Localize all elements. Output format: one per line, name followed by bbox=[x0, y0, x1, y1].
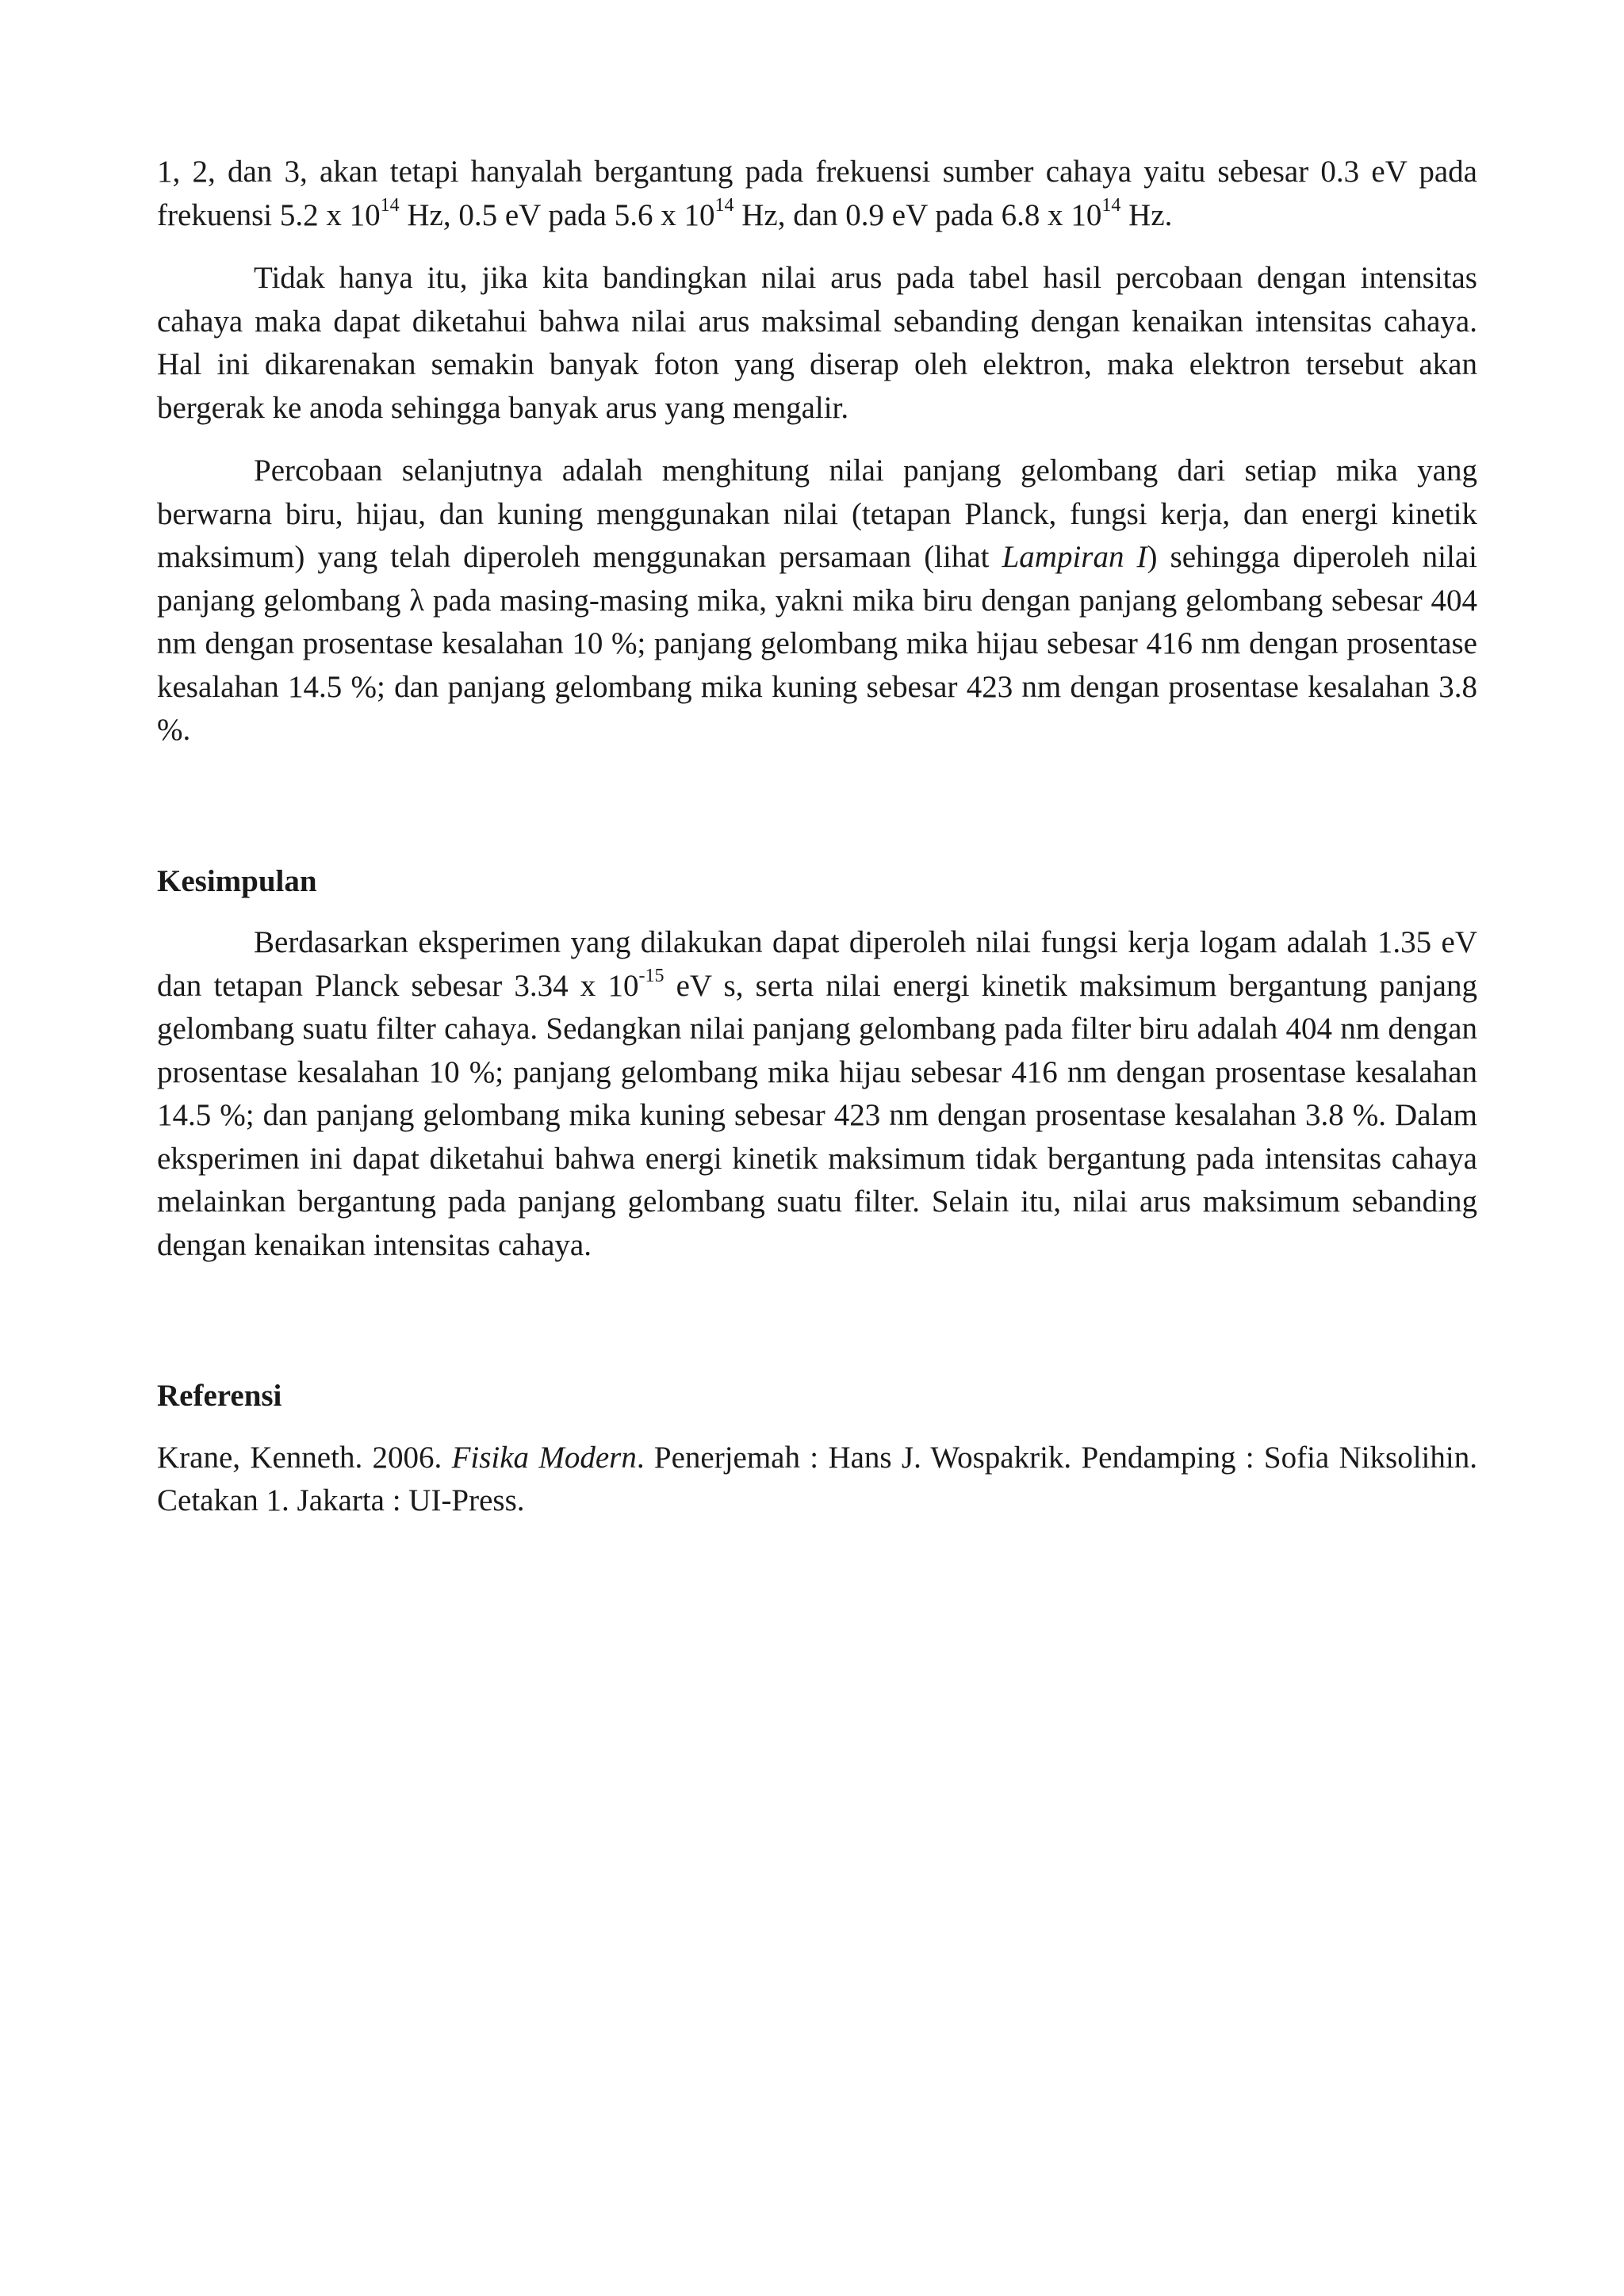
reference-entry bbox=[157, 1437, 1477, 1523]
paragraph-current-intensity: Tidak hanya itu, jika kita bandingkan nilai arus pada tabel hasil percobaan dengan intensitas cahaya maka dapat diketahui bahwa nilai arus maksimal sebanding dengan kenaikan intensitas cahaya. Hal ini dikarenakan semakin banyak foton yang diserap oleh elektron, maka elektron tersebut akan bergerak ke anoda sehingga banyak arus yang mengalir. bbox=[157, 261, 1477, 425]
text-run: Hz, dan 0.9 eV pada 6.8 x 10 bbox=[733, 197, 1102, 232]
text-run: 1, 2, dan 3, akan tetapi hanyalah bergantung pada frekuensi sumber cahaya yaitu sebesar 0.3 eV pada frekuensi 5.2 x 10 bbox=[157, 155, 1477, 232]
superscript: 14 bbox=[380, 194, 400, 216]
superscript: -15 bbox=[638, 965, 665, 986]
text-run: eV s, serta nilai energi kinetik maksimum bergantung panjang gelombang suatu filter cahaya. Sedangkan nilai panjang gelombang pada filter biru adalah 404 nm dengan prosentase kesalahan 10 %; panjang gelombang mika hijau sebesar 416 nm dengan prosentase kesalahan 14.5 %; dan panjang gelombang mika kuning sebesar 423 nm dengan prosentase kesalahan 3.8 %. Dalam eksperimen ini dapat diketahui bahwa energi kinetik maksimum tidak bergantung pada intensitas cahaya melainkan bergantung pada panjang gelombang suatu filter. Selain itu, nilai arus maksimum sebanding dengan kenaikan intensitas cahaya. bbox=[157, 968, 1477, 1262]
heading-referensi: Referensi bbox=[157, 1379, 282, 1413]
text-run: ) sehingga diperoleh nilai panjang gelombang λ pada masing-masing mika, yakni mika biru dengan panjang gelombang sebesar 404 nm dengan prosentase kesalahan 10 %; panjang gelombang mika hijau sebesar 416 nm dengan prosentase kesalahan 14.5 %; dan panjang gelombang mika kuning sebesar 423 nm dengan prosentase kesalahan 3.8 %. bbox=[157, 540, 1477, 747]
paragraph-conclusion bbox=[157, 921, 1477, 1267]
text-run: . Penerjemah : Hans J. Wospakrik. Pendamping : Sofia Niksolihin. Cetakan 1. Jakarta : UI-Press. bbox=[157, 1440, 1477, 1517]
text-run: Krane, Kenneth. 2006. bbox=[157, 1440, 452, 1475]
superscript: 14 bbox=[1101, 194, 1121, 216]
document-page bbox=[157, 151, 1477, 1523]
paragraph-frequency-energy bbox=[157, 151, 1477, 237]
superscript: 14 bbox=[714, 194, 734, 216]
text-run: Berdasarkan eksperimen yang dilakukan dapat diperoleh nilai fungsi kerja logam adalah 1.35 eV dan tetapan Planck sebesar 3.34 x 10 bbox=[157, 925, 1477, 1003]
heading-kesimpulan: Kesimpulan bbox=[157, 863, 317, 898]
text-run: Percobaan selanjutnya adalah menghitung nilai panjang gelombang dari setiap mika yang berwarna biru, hijau, dan kuning menggunakan nilai (tetapan Planck, fungsi kerja, dan energi kinetik maksimum) yang telah diperoleh menggunakan persamaan (lihat bbox=[157, 453, 1477, 574]
paragraph-wavelength bbox=[157, 450, 1477, 752]
italic-reference: Lampiran I bbox=[1002, 540, 1147, 574]
text-run: Hz. bbox=[1120, 197, 1173, 232]
italic-book-title: Fisika Modern bbox=[451, 1440, 637, 1475]
text-run: Hz, 0.5 eV pada 5.6 x 10 bbox=[399, 197, 715, 232]
